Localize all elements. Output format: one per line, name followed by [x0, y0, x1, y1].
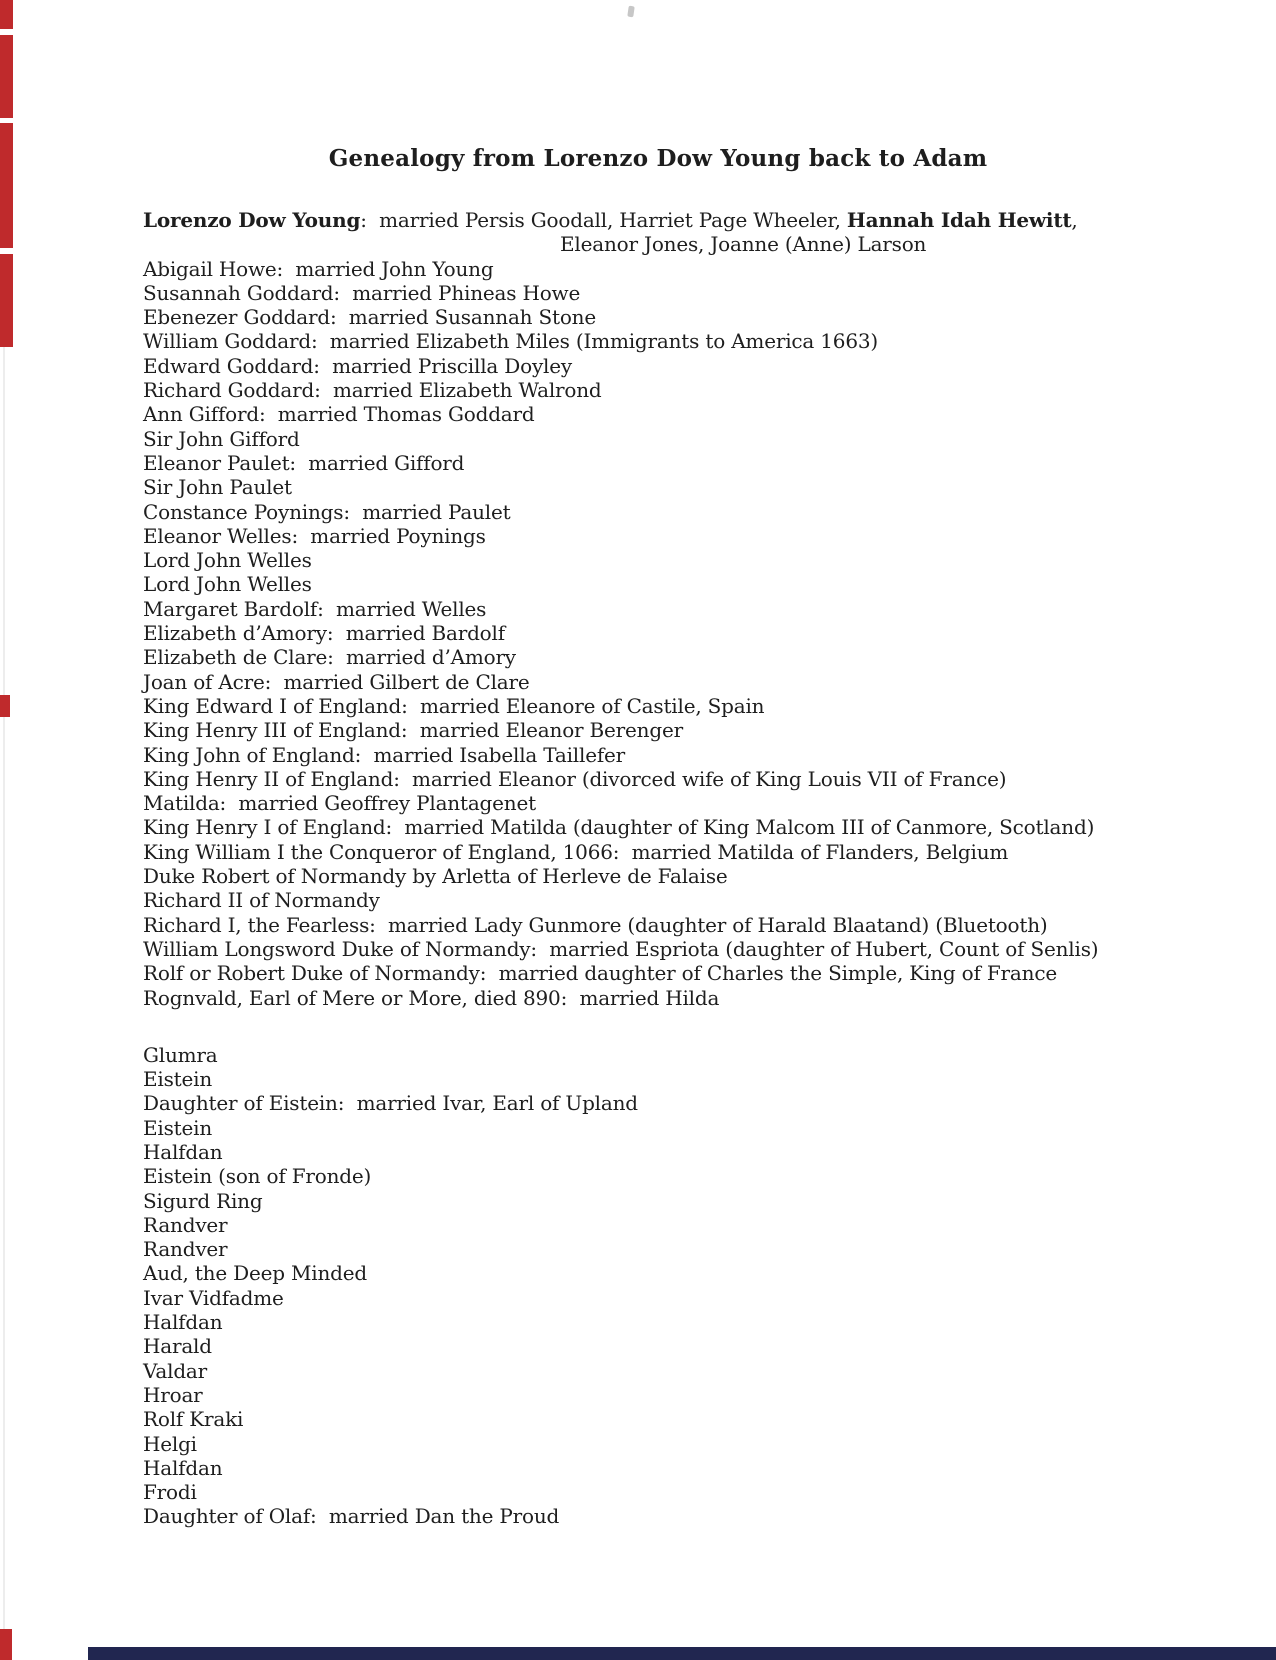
- genealogy-line: Joan of Acre: married Gilbert de Clare: [143, 669, 530, 694]
- stripe-notch: [0, 118, 13, 123]
- genealogy-line: King Henry III of England: married Eleanor Berenger: [143, 718, 683, 743]
- genealogy-line: Sir John Paulet: [143, 475, 292, 500]
- genealogy-list-second: [143, 1043, 1173, 1529]
- genealogy-line: Eistein (son of Fronde): [143, 1164, 372, 1189]
- genealogy-line: Valdar: [143, 1358, 208, 1383]
- genealogy-line: Rolf or Robert Duke of Normandy: married daughter of Charles the Simple, King of France: [143, 961, 1057, 986]
- genealogy-line: Helgi: [143, 1431, 197, 1456]
- red-edge-stripe-top: [0, 0, 13, 347]
- genealogy-line: Lord John Welles: [143, 572, 312, 597]
- genealogy-line: Edward Goddard: married Priscilla Doyley: [143, 353, 572, 378]
- intro-name-lorenzo: Lorenzo Dow Young: [143, 208, 361, 232]
- genealogy-line: Elizabeth de Clare: married d’Amory: [143, 645, 516, 670]
- intro-name-hannah: Hannah Idah Hewitt: [846, 208, 1072, 232]
- genealogy-line: Randver: [143, 1237, 228, 1262]
- genealogy-line: Ann Gifford: married Thomas Goddard: [143, 402, 535, 427]
- navy-bottom-bar: [88, 1647, 1276, 1660]
- genealogy-line: Constance Poynings: married Paulet: [143, 499, 511, 524]
- stripe-notch: [0, 29, 13, 35]
- genealogy-line: Randver: [143, 1212, 228, 1237]
- genealogy-line: Hroar: [143, 1382, 203, 1407]
- intro-mid-text: : married Persis Goodall, Harriet Page Wheeler,: [360, 208, 847, 232]
- genealogy-line: Susannah Goddard: married Phineas Howe: [143, 280, 581, 305]
- genealogy-line: Lord John Welles: [143, 548, 312, 573]
- genealogy-line: Eistein: [143, 1067, 213, 1092]
- scan-speck: [627, 6, 634, 18]
- genealogy-line: Abigail Howe: married John Young: [143, 256, 494, 281]
- genealogy-line: Ebenezer Goddard: married Susannah Stone: [143, 305, 597, 330]
- genealogy-line: Aud, the Deep Minded: [143, 1261, 368, 1286]
- genealogy-line: Eistein: [143, 1115, 213, 1140]
- genealogy-line: Ivar Vidfadme: [143, 1285, 284, 1310]
- genealogy-line: Rolf Kraki: [143, 1407, 244, 1432]
- genealogy-line: Richard Goddard: married Elizabeth Walrond: [143, 378, 602, 403]
- genealogy-line: Harald: [143, 1334, 212, 1359]
- genealogy-line: King Henry I of England: married Matilda (daughter of King Malcom III of Canmore, Scotland): [143, 815, 1095, 840]
- genealogy-line: Margaret Bardolf: married Welles: [143, 596, 487, 621]
- genealogy-line: Elizabeth d’Amory: married Bardolf: [143, 621, 505, 646]
- genealogy-line: Glumra: [143, 1042, 218, 1067]
- genealogy-line: Halfdan: [143, 1139, 223, 1164]
- genealogy-line: Frodi: [143, 1480, 197, 1505]
- genealogy-line: William Goddard: married Elizabeth Miles (Immigrants to America 1663): [143, 329, 878, 354]
- genealogy-list-main: [143, 257, 1173, 1010]
- genealogy-line: King John of England: married Isabella Taillefer: [143, 742, 626, 767]
- genealogy-line: King Edward I of England: married Eleanore of Castile, Spain: [143, 693, 765, 718]
- genealogy-line: Sir John Gifford: [143, 426, 300, 451]
- red-edge-mark-bottom: [0, 1629, 12, 1660]
- intro-line-1: [143, 208, 1173, 232]
- red-edge-dash-mid: [0, 695, 10, 717]
- genealogy-line: King William I the Conqueror of England, 1066: married Matilda of Flanders, Belgium: [143, 839, 1009, 864]
- intro-line-2: Eleanor Jones, Joanne (Anne) Larson: [560, 232, 927, 257]
- genealogy-line: Rognvald, Earl of Mere or More, died 890: married Hilda: [143, 985, 720, 1010]
- genealogy-line: Matilda: married Geoffrey Plantagenet: [143, 791, 536, 816]
- genealogy-line: Halfdan: [143, 1310, 223, 1335]
- genealogy-line: Duke Robert of Normandy by Arletta of Herleve de Falaise: [143, 864, 728, 889]
- genealogy-line: Eleanor Paulet: married Gifford: [143, 450, 465, 475]
- genealogy-line: Sigurd Ring: [143, 1188, 263, 1213]
- genealogy-line: Richard II of Normandy: [143, 888, 380, 913]
- intro-tail-text: ,: [1071, 208, 1078, 232]
- genealogy-line: Richard I, the Fearless: married Lady Gunmore (daughter of Harald Blaatand) (Bluetooth): [143, 912, 1048, 937]
- page-title: Genealogy from Lorenzo Dow Young back to Adam: [328, 145, 988, 172]
- genealogy-line: Daughter of Olaf: married Dan the Proud: [143, 1504, 560, 1529]
- document-content: [143, 145, 1173, 1529]
- genealogy-line: William Longsword Duke of Normandy: married Espriota (daughter of Hubert, Count of Senlis): [143, 936, 1099, 961]
- genealogy-line: Eleanor Welles: married Poynings: [143, 523, 486, 548]
- genealogy-line: Daughter of Eistein: married Ivar, Earl of Upland: [143, 1091, 638, 1116]
- genealogy-line: Halfdan: [143, 1455, 223, 1480]
- genealogy-line: King Henry II of England: married Eleanor (divorced wife of King Louis VII of France): [143, 766, 1007, 791]
- stripe-notch: [0, 248, 13, 254]
